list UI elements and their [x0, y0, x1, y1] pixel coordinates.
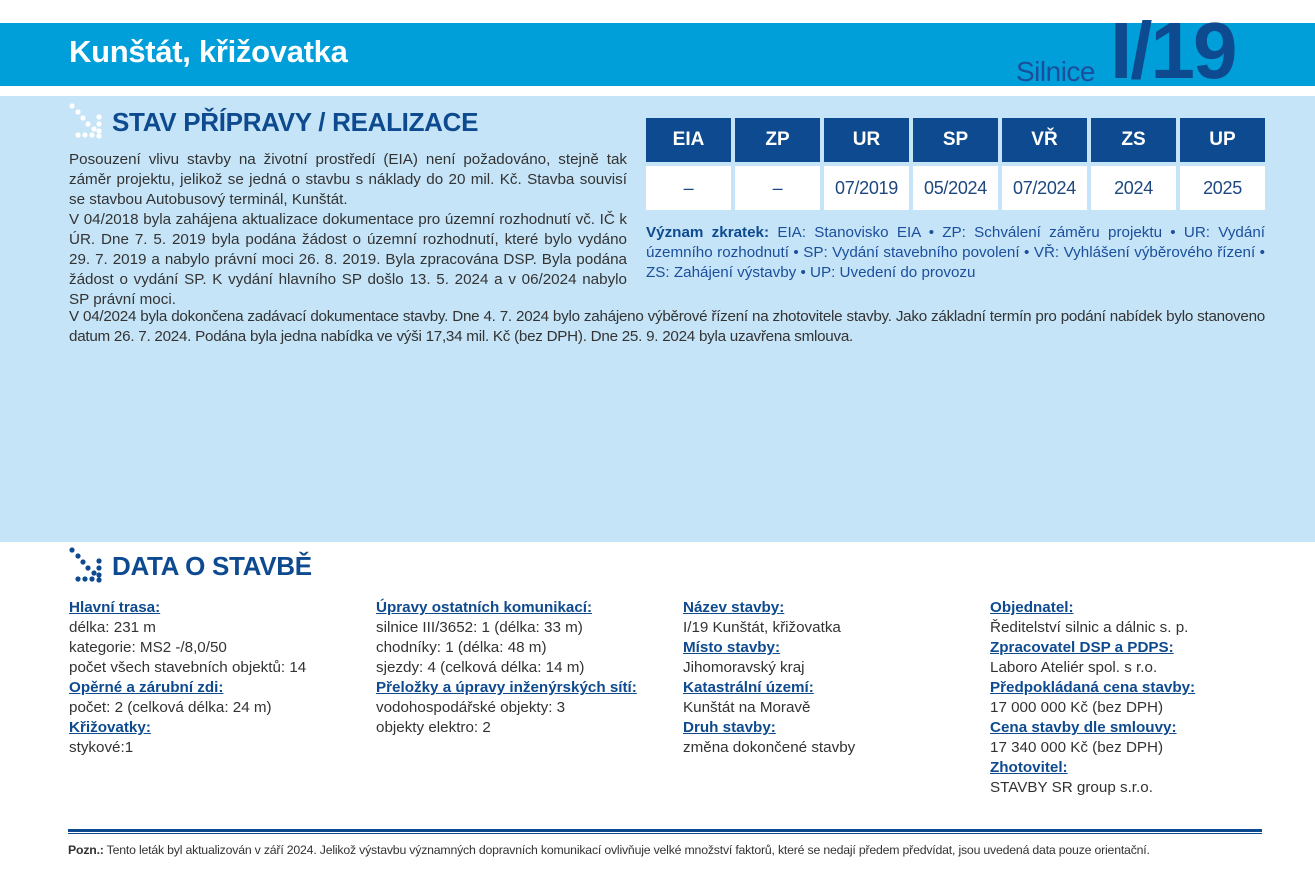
milestone-value-eia: – — [646, 166, 731, 210]
milestone-header-ur: UR — [824, 118, 909, 162]
data-value: chodníky: 1 (délka: 48 m) — [376, 639, 547, 656]
data-heading — [68, 546, 312, 586]
legend-label: Význam zkratek: — [646, 224, 770, 241]
data-label-utilities: Přeložky a úpravy inženýrských sítí: — [376, 679, 637, 696]
milestone-header-zs: ZS — [1091, 118, 1176, 162]
road-number: I/19 — [1110, 6, 1236, 95]
status-paragraph: Posouzení vlivu stavby na životní prostředí (EIA) není požadováno, stejně tak záměr projektu, jelikož se jedná o stavbu s náklady do 20 mil. Kč. Stavba souvisí se stavbou Autobusový terminál, Kunštát. — [69, 151, 627, 208]
milestone-value-zp: – — [735, 166, 820, 210]
milestone-header-up: UP — [1180, 118, 1265, 162]
footer-note — [68, 843, 1264, 857]
milestone-header-eia: EIA — [646, 118, 731, 162]
footer-note-text: Tento leták byl aktualizován v září 2024. Jelikož výstavbu významných dopravních komunikací ovlivňuje velké množství faktorů, které se nedají předem předvídat, jsou uvedená data pouze orientační. — [103, 843, 1150, 857]
data-value: STAVBY SR group s.r.o. — [990, 779, 1153, 796]
page-title: Kunštát, křižovatka — [69, 34, 348, 69]
milestone-header-vr: VŘ — [1002, 118, 1087, 162]
data-value: 17 000 000 Kč (bez DPH) — [990, 699, 1164, 716]
data-value: I/19 Kunštát, křižovatka — [683, 619, 841, 636]
data-label-retaining-walls: Opěrné a zárubní zdi: — [69, 679, 224, 696]
dots-arrow-icon — [68, 102, 108, 142]
milestone-value-sp: 05/2024 — [913, 166, 998, 210]
data-value: počet: 2 (celková délka: 24 m) — [69, 699, 272, 716]
dots-arrow-icon — [68, 546, 108, 586]
legend-text: EIA: Stanovisko EIA • ZP: Schválení záměru projektu • UR: Vydání územního rozhodnutí • SP: Vydání stavebního povolení • VŘ: Vyhlášení výběrového řízení • ZS: Zahájení výstavby • UP: Uvedení do provozu — [646, 224, 1265, 281]
data-label-other-roads: Úpravy ostatních komunikací: — [376, 599, 593, 616]
data-value: objekty elektro: 2 — [376, 719, 491, 736]
milestone-header-sp: SP — [913, 118, 998, 162]
data-value: vodohospodářské objekty: 3 — [376, 699, 566, 716]
data-label-project-name: Název stavby: — [683, 599, 785, 616]
data-column-2 — [376, 598, 637, 738]
data-value: silnice III/3652: 1 (délka: 33 m) — [376, 619, 583, 636]
status-paragraph: V 04/2018 byla zahájena aktualizace dokumentace pro územní rozhodnutí vč. IČ k ÚR. Dne 7. 5. 2019 byla podána žádost o územní rozhodnutí, které bylo vydáno 29. 7. 2019 a nabylo právní moci 26. 8. 2019. Byla zpracována DSP. Byla podána žádost o vydání SP. K vydání hlavního SP došlo 13. 5. 2024 a v 06/2024 nabylo SP právní moci. — [69, 211, 627, 308]
status-description — [69, 150, 627, 310]
data-label-cadastral-area: Katastrální území: — [683, 679, 814, 696]
status-heading — [68, 102, 478, 142]
data-value: změna dokončené stavby — [683, 739, 856, 756]
milestone-table — [646, 118, 1265, 210]
data-value: Ředitelství silnic a dálnic s. p. — [990, 619, 1189, 636]
milestone-value-zs: 2024 — [1091, 166, 1176, 210]
data-label-contract-cost: Cena stavby dle smlouvy: — [990, 719, 1177, 736]
milestone-value-up: 2025 — [1180, 166, 1265, 210]
abbreviation-legend — [646, 223, 1265, 283]
data-label-designer: Zpracovatel DSP a PDPS: — [990, 639, 1174, 656]
data-column-4 — [990, 598, 1195, 798]
data-value: Kunštát na Moravě — [683, 699, 811, 716]
footer-note-label: Pozn.: — [68, 843, 104, 857]
status-paragraph-wide: V 04/2024 byla dokončena zadávací dokumentace stavby. Dne 4. 7. 2024 bylo zahájeno výběrové řízení na zhotovitele stavby. Jako základní termín pro podání nabídek bylo stanoveno datum 26. 7. 2024. Podána byla jedna nabídka ve výši 17,34 mil. Kč (bez DPH). Dne 25. 9. 2024 byla uzavřena smlouva. — [69, 308, 1265, 345]
data-value: stykové:1 — [69, 739, 134, 756]
data-label-contractor: Zhotovitel: — [990, 759, 1068, 776]
data-label-main-route: Hlavní trasa: — [69, 599, 161, 616]
data-label-estimated-cost: Předpokládaná cena stavby: — [990, 679, 1196, 696]
data-label-construction-type: Druh stavby: — [683, 719, 776, 736]
data-column-3 — [683, 598, 855, 758]
road-type-label: Silnice — [1016, 56, 1095, 87]
milestone-value-ur: 07/2019 — [824, 166, 909, 210]
data-value: 17 340 000 Kč (bez DPH) — [990, 739, 1164, 756]
data-value: kategorie: MS2 -/8,0/50 — [69, 639, 227, 656]
data-value: počet všech stavebních objektů: 14 — [69, 659, 307, 676]
data-heading-text: DATA O STAVBĚ — [112, 550, 312, 581]
data-value: Laboro Ateliér spol. s r.o. — [990, 659, 1158, 676]
data-label-intersections: Křižovatky: — [69, 719, 151, 736]
data-value: Jihomoravský kraj — [683, 659, 805, 676]
data-column-1 — [69, 598, 306, 758]
data-value: sjezdy: 4 (celková délka: 14 m) — [376, 659, 585, 676]
milestone-header-zp: ZP — [735, 118, 820, 162]
data-label-location: Místo stavby: — [683, 639, 781, 656]
data-value: délka: 231 m — [69, 619, 156, 636]
status-heading-text: STAV PŘÍPRAVY / REALIZACE — [112, 106, 479, 137]
footer-divider — [68, 829, 1262, 834]
milestone-value-vr: 07/2024 — [1002, 166, 1087, 210]
data-label-client: Objednatel: — [990, 599, 1074, 616]
